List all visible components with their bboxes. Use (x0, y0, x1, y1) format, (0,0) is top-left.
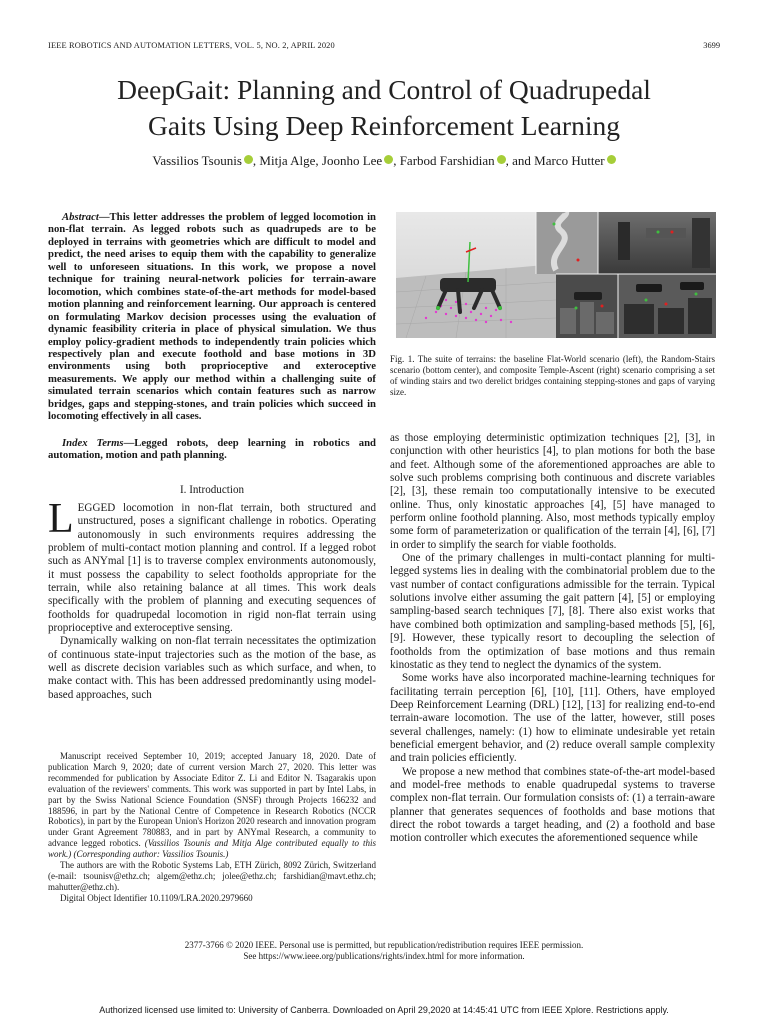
abstract (48, 211, 376, 423)
orcid-icon[interactable] (497, 155, 506, 164)
footnote-manuscript (48, 751, 376, 860)
title-line-1: DeepGait: Planning and Control of Quadrupedal (117, 74, 651, 105)
orcid-icon[interactable] (244, 155, 253, 164)
terrain-render-image (396, 212, 716, 338)
footnote-affiliation: The authors are with the Robotic Systems Lab, ETH Zürich, 8092 Zürich, Switzerland (e-mail: tsounisv@ethz.ch; algem@ethz.ch; jolee@ethz.ch; farshidian@mavt.ethz.ch; mahutter@ethz.ch). (48, 860, 376, 892)
orcid-icon[interactable] (384, 155, 393, 164)
drop-cap: L (48, 496, 74, 542)
section-heading: I. Introduction (179, 484, 245, 496)
footnote-doi: Digital Object Identifier 10.1109/LRA.2020.2979660 (60, 892, 253, 903)
copyright-line-2: See https://www.ieee.org/publications/rights/index.html for more information. (243, 951, 525, 961)
intro-paragraph-2: Dynamically walking on non-flat terrain necessitates the optimization of continuous state-input trajectories such as the motion of the base, as well as discrete decision variables such as which surface, and when, to make contact with. This has been addressed predominantly using model-based approaches, such (48, 635, 376, 701)
index-terms-text: —Legged robots, deep learning in robotics and automation, motion and path planning. (48, 437, 376, 462)
intro-paragraph-1 (48, 496, 376, 635)
footnote-manuscript-text: Manuscript received September 10, 2019; accepted January 18, 2020. Date of publication March 9, 2020; date of current version March 27, 2020. This letter was recommended for publication by Associate Editor Z. Li and Editor N. Tsagarakis upon evaluation of the reviewers' comments. This work was supported in part by Intel Labs, in part by the Swiss National Science Foundation (SNSF) through Projects 166232 and 188596, in part by the National Centre of Competence in Research Robotics (NCCR Robotics), in part by the European Union's Horizon 2020 research and innovation program under Grant Agreement 780883, and in part by ANYmal Research, a community to advance legged robotics. (48, 751, 376, 849)
right-paragraph-3: Some works have also incorporated machine-learning techniques for facilitating terrain perception [6], [10], [11]. Others, have employed Deep Reinforcement Learning (DRL) [12], [13] for realizing end-to-end terrain-aware locomotion. The use of the latter, however, still poses several challenges, namely: (1) how to eliminate undesirable yet retain beneficial emergent behavior, and (2) reduce overall sample complexity and train policies efficiently. (390, 672, 715, 765)
figure-1-caption: Fig. 1. The suite of terrains: the baseline Flat-World scenario (left), the Random-Stairs scenario (bottom center), and composite Temple-Ascent (right) scenario comprising a set of winding stairs and two derelict bridges containing stepping-stones and gaps of varying size. (390, 354, 715, 397)
author-list (40, 152, 728, 170)
right-paragraph-1: as those employing deterministic optimization techniques [2], [3], in conjunction with other heuristics [4], to plan motions for both the base and feet. Although some of the aforementioned approaches are able to solve such problems comprising both continuous and discrete variables [2], [3], these remain too computationally intensive to be executed online. Thus, only kinostatic approaches [4], [5] have managed to perform online foothold planning. Also, most methods typically employ some form of parameterization or qualification of the terrain [4], [6], [7] in order to simplify the search for viable footholds. (390, 432, 715, 551)
copyright-line-1: 2377-3766 © 2020 IEEE. Personal use is permitted, but republication/redistribution requires IEEE permission. (184, 940, 584, 950)
footnote (48, 751, 376, 904)
orcid-icon[interactable] (607, 155, 616, 164)
right-paragraph-4: We propose a new method that combines state-of-the-art model-based and model-free methods to enable quadrupedal systems to traverse complex non-flat terrain. Our formulation consists of: (1) a terrain-aware planner that generates sequences of footholds and base motions that direct the robot towards a target heading, and (2) a foothold and base motion controller which executes the aforementioned sequence while (390, 765, 715, 845)
abstract-label: Abstract (62, 211, 99, 223)
author-1: Vassilios Tsounis (152, 153, 242, 168)
running-header-journal: IEEE ROBOTICS AND AUTOMATION LETTERS, VOL. 5, NO. 2, APRIL 2020 (48, 41, 335, 50)
author-5: , and Marco Hutter (505, 153, 605, 168)
abstract-text: —This letter addresses the problem of legged locomotion in non-flat terrain. As legged robots such as quadrupeds are to be deployed in terrains with geometries which are difficult to model and predict, the need arises to equip them with the capability to generalize well to unforeseen situations. In this work, we propose a novel technique for training neural-network policies for terrain-aware locomotion, which combines state-of-the-art methods for model-based motion planning and reinforcement learning. Our approach is centered on formulating Markov decision processes using the evaluation of dynamic feasibility criteria in place of physical simulation. We thus employ policy-gradient methods to independently train policies which respectively plan and execute foothold and base motions in 3D environments using both proprioceptive and exteroceptive measurements. We apply our method within a challenging suite of simulated terrain scenarios which contain features such as narrow bridges, gaps and stepping-stones, and train policies which succeed in locomoting effectively in all cases. (48, 211, 376, 423)
footnote-contribution: (Vassilios Tsounis and Mitja Alge contributed equally to this work.) (Corresponding author: Vassilios Tsounis.) (48, 838, 376, 860)
author-4: , Farbod Farshidian (393, 153, 495, 168)
right-paragraph-2: One of the primary challenges in multi-contact planning for multi-legged systems lies in dealing with the combinatorial problem due to the vast number of contact configurations admissible for the terrain. Typical solutions involve either assuming the gait pattern [4], [5] or employing sampling-based search techniques [7], [8]. There also exist works that have combined both optimization and sampling-based methods [5], [6], [9]. However, these typically resort to decoupling the selection of footholds from the optimization of base motions and thus remain kinostatic as they tend to neglect the dynamics of the system. (390, 552, 715, 671)
copyright-notice (48, 940, 720, 962)
index-terms (48, 437, 376, 462)
title-line-2: Gaits Using Deep Reinforcement Learning (148, 110, 620, 141)
authorized-use-notice: Authorized licensed use limited to: University of Canberra. Downloaded on April 29,2020 at 14:45:41 UTC from IEEE Xplore. Restrictions apply. (99, 1005, 669, 1015)
index-terms-label: Index Terms (62, 437, 124, 449)
figure-1 (396, 212, 716, 338)
intro-paragraph-1-text: EGGED locomotion in non-flat terrain, both structured and unstructured, poses a significant challenge in robotics. Operating autonomously in such environments requires addressing the problem of multi-contact motion planning and control. If a legged robot such as ANYmal [1] is to traverse complex environments autonomously, it must possess the capability to select footholds appropriate for the terrain, while also retaining balance at all times. This work deals specifically with the problem of planning and executing sequences of footholds for quadrupedal locomotion in rigid non-flat terrain using proprioceptive and exteroceptive sensing. (48, 502, 376, 635)
page-number: 3699 (703, 41, 720, 50)
paper-title (40, 72, 728, 144)
right-column-body (390, 432, 715, 846)
author-2-3: , Mitja Alge, Joonho Lee (252, 153, 383, 168)
introduction-body (48, 496, 376, 702)
